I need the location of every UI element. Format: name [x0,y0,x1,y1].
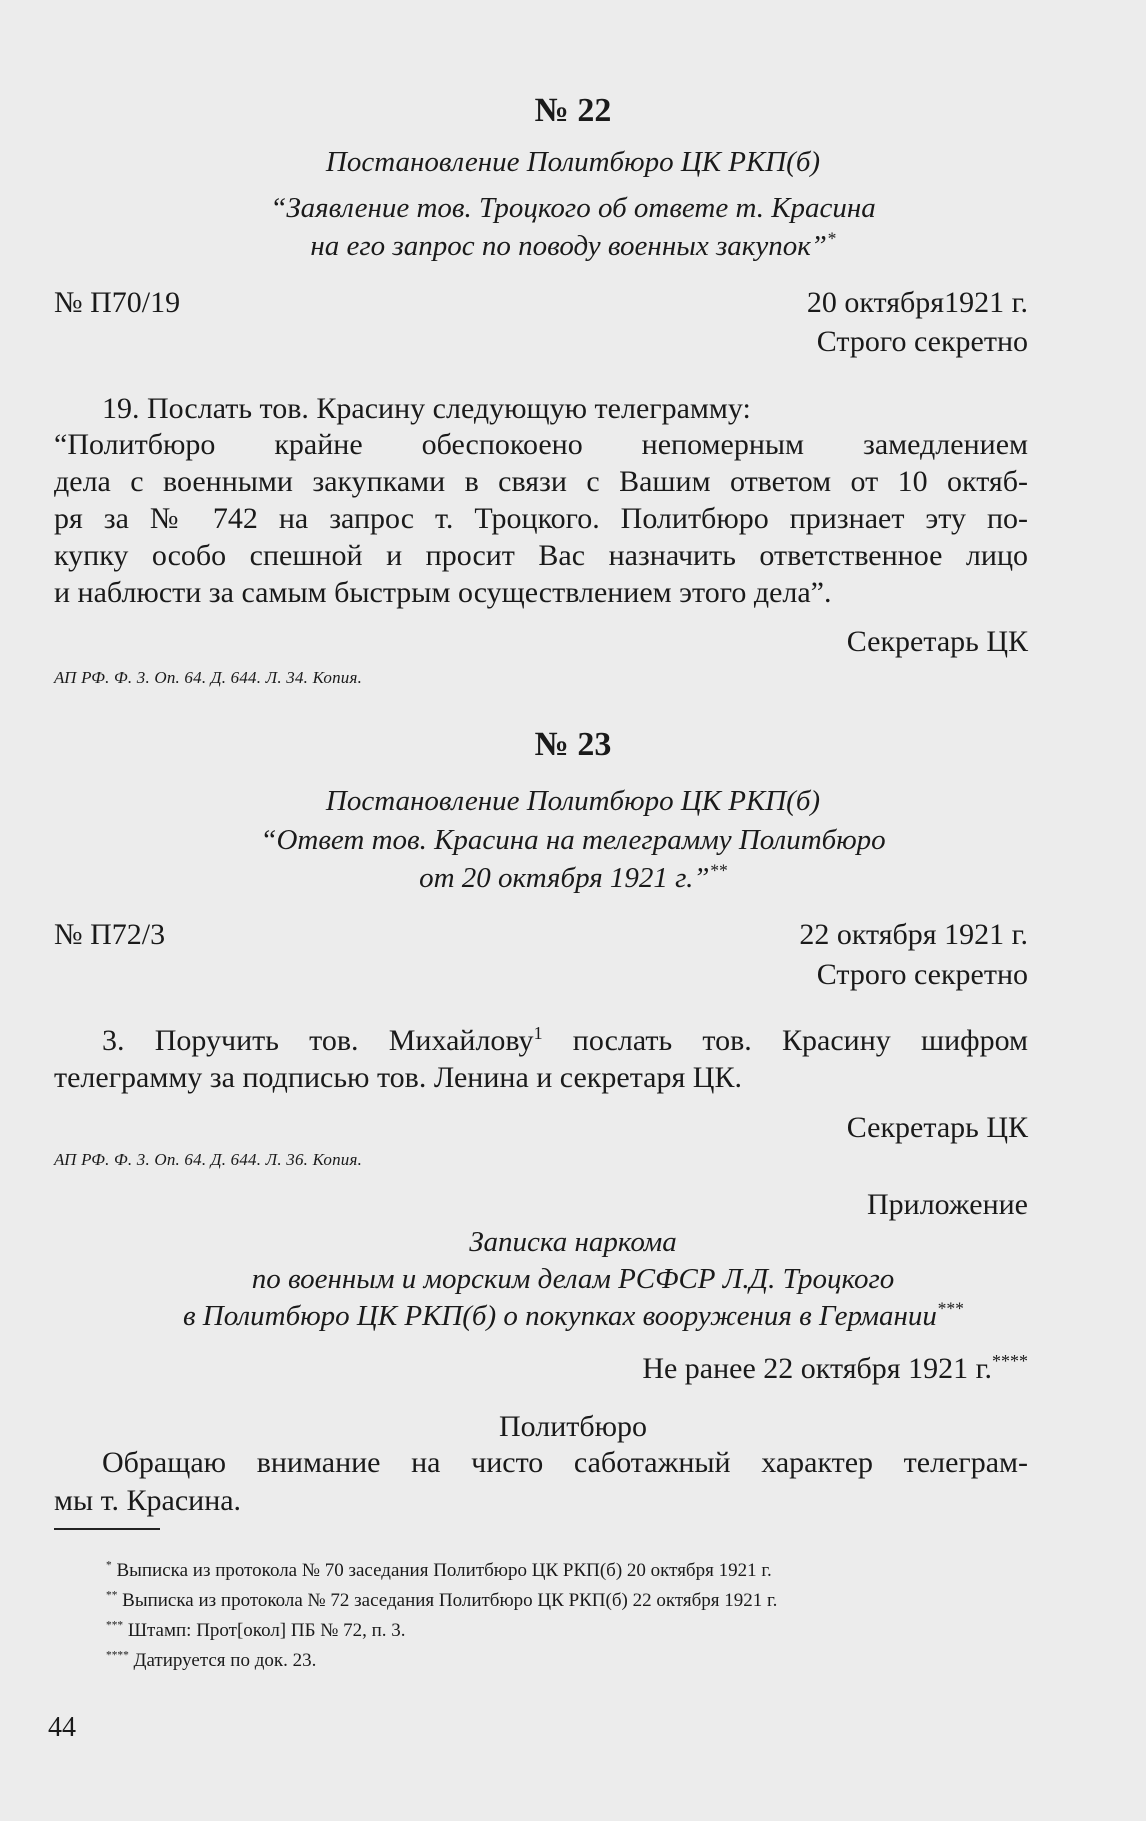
doc23-ref: № П72/3 [54,918,166,951]
footnote-mark: *** [106,1619,124,1632]
appendix-date [642,1352,1028,1386]
appendix-title-text: в Политбюро ЦК РКП(б) о покупках вооружения в Германии [182,1300,937,1332]
appendix-title-line2: по военным и морским делам РСФСР Л.Д. Троцкого [251,1263,895,1295]
footnote-item [106,1620,406,1642]
footnote-item [106,1560,772,1582]
footnote-text: Штамп: Прот[окол] ПБ № 72, п. 3. [127,1620,406,1641]
doc22-body-last: и наблюсти за самым быстрым осуществлением этого дела”. [54,576,832,609]
doc22-title-text: на его запрос по поводу военных закупок” [310,230,827,262]
footnote-mark: ** [106,1589,118,1602]
appendix-label: Приложение [866,1188,1028,1221]
doc23-type: Постановление Политбюро ЦК РКП(б) [325,785,821,817]
doc22-number: № 22 [534,92,612,129]
doc23-body-line2: телеграмму за подписью тов. Ленина и секретаря ЦК. [54,1061,742,1094]
doc22-body-line: дела с военными закупками в связи с Вашим ответом от 10 октяб- [54,465,1028,498]
doc23-signature: Секретарь ЦК [846,1111,1028,1144]
footnote-mark: * [106,1559,112,1572]
doc23-footnote-mark: ** [709,860,727,881]
doc23-footnote-ref: 1 [533,1023,543,1043]
doc22-para1: 19. Послать тов. Красину следующую телеграмму: [102,392,751,425]
doc22-title-line1: “Заявление тов. Троцкого об ответе т. Красина [270,192,876,224]
doc23-title-line2 [0,862,1146,895]
doc23-date: 22 октября 1921 г. [799,918,1028,951]
appendix-body-line2: мы т. Красина. [54,1484,242,1517]
footnote-text: Датируется по док. 23. [133,1650,317,1671]
appendix-addressee: Политбюро [498,1410,648,1443]
doc22-signature: Секретарь ЦК [846,625,1028,658]
doc22-ref: № П70/19 [54,286,181,319]
appendix-title-line3 [0,1300,1146,1333]
doc22-footnote-mark: * [826,228,836,249]
doc23-body-text: послать тов. Красину шифром [542,1024,1028,1057]
page-number: 44 [48,1712,76,1743]
doc22-body-line: купку особо спешной и просит Вас назначить ответственное лицо [54,539,1028,572]
footnote-mark: **** [106,1649,129,1662]
doc22-title-line2 [0,230,1146,263]
doc22-source: АП РФ. Ф. 3. Оп. 64. Д. 644. Л. 34. Копия. [54,668,363,687]
appendix-body-line1: Обращаю внимание на чисто саботажный характер телеграм- [102,1446,1028,1479]
doc22-secrecy: Строго секретно [816,325,1028,358]
footnote-item [106,1650,316,1672]
doc22-date: 20 октября1921 г. [806,286,1028,319]
doc22-body-line: “Политбюро крайне обеспокоено непомерным замедлением [54,428,1028,461]
footnote-item [106,1590,777,1612]
doc22-body-line: ря за № 742 на запрос т. Троцкого. Политбюро признает эту по- [54,502,1028,535]
doc23-body-text: 3. Поручить тов. Михайлову [102,1024,534,1057]
footnote-text: Выписка из протокола № 70 заседания Политбюро ЦК РКП(б) 20 октября 1921 г. [116,1560,772,1581]
doc22-type: Постановление Политбюро ЦК РКП(б) [325,146,821,178]
doc23-secrecy: Строго секретно [816,958,1028,991]
doc23-title-line1: “Ответ тов. Красина на телеграмму Политбюро [260,824,886,856]
appendix-date-text: Не ранее 22 октября 1921 г. [642,1352,992,1385]
doc23-source: АП РФ. Ф. 3. Оп. 64. Д. 644. Л. 36. Копия. [54,1150,363,1169]
doc23-body-line1 [102,1024,1028,1058]
doc23-number: № 23 [534,726,612,763]
appendix-date-mark: **** [992,1351,1028,1371]
appendix-title-line1: Записка наркома [469,1226,677,1258]
footnote-text: Выписка из протокола № 72 заседания Политбюро ЦК РКП(б) 22 октября 1921 г. [122,1590,778,1611]
appendix-footnote-mark: *** [936,1298,964,1319]
footnote-divider [54,1528,160,1530]
doc23-title-text: от 20 октября 1921 г.” [419,862,710,894]
